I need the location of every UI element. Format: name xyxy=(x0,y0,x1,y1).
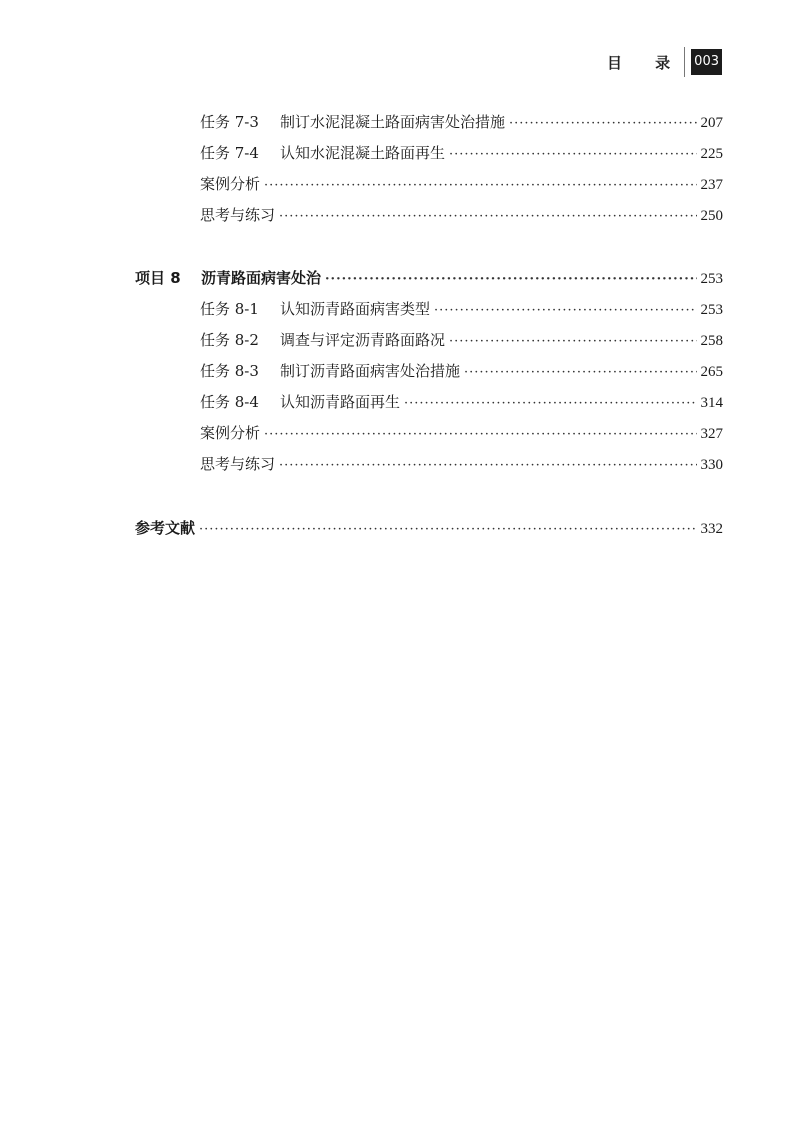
toc-entry-page: 265 xyxy=(700,364,723,380)
toc-entry-page: 314 xyxy=(700,395,723,411)
toc-entry-page: 225 xyxy=(700,146,723,162)
toc-entry[interactable] xyxy=(200,423,723,445)
toc-entry-page: 327 xyxy=(700,426,723,442)
toc-references[interactable] xyxy=(135,518,723,540)
toc-entry[interactable] xyxy=(200,205,723,227)
toc-entry[interactable] xyxy=(200,112,723,134)
toc-entry-title: 案例分析 xyxy=(200,424,261,442)
dot-leader xyxy=(279,456,696,476)
toc-entry[interactable] xyxy=(200,174,723,196)
toc-entry[interactable] xyxy=(200,299,723,321)
dot-leader xyxy=(325,270,696,290)
toc-entry-title: 案例分析 xyxy=(200,175,261,193)
page-header xyxy=(607,47,722,77)
dot-leader xyxy=(264,425,696,445)
toc-chapter-number: 项目 8 xyxy=(135,269,181,287)
toc-entry-number: 任务 8-4 xyxy=(200,393,259,411)
dot-leader xyxy=(449,145,696,165)
header-divider xyxy=(684,47,685,77)
toc-entry-page: 250 xyxy=(700,208,723,224)
toc-references-title: 参考文献 xyxy=(135,519,196,537)
toc-entry-page: 258 xyxy=(700,333,723,349)
header-title: 目 录 xyxy=(606,53,685,72)
toc-entry-title: 制订水泥混凝土路面病害处治措施 xyxy=(280,113,506,131)
toc-entry[interactable] xyxy=(200,143,723,165)
dot-leader xyxy=(264,176,696,196)
dot-leader xyxy=(434,301,696,321)
toc-entry-title: 认知沥青路面病害类型 xyxy=(280,300,431,318)
dot-leader xyxy=(404,394,696,414)
toc-chapter[interactable] xyxy=(135,268,723,290)
toc-chapter-page: 253 xyxy=(700,271,723,287)
toc-chapter-title: 沥青路面病害处治 xyxy=(201,269,322,287)
dot-leader xyxy=(449,332,696,352)
toc-references-page: 332 xyxy=(700,521,723,537)
dot-leader xyxy=(464,363,696,383)
dot-leader xyxy=(199,520,696,540)
toc-entry-title: 制订沥青路面病害处治措施 xyxy=(280,362,461,380)
toc-entry[interactable] xyxy=(200,330,723,352)
page-number-badge: 003 xyxy=(691,49,722,75)
toc-entry-title: 调查与评定沥青路面路况 xyxy=(280,331,446,349)
toc-entry-title: 思考与练习 xyxy=(200,206,276,224)
toc-entry-page: 237 xyxy=(700,177,723,193)
toc-entry-title: 认知水泥混凝土路面再生 xyxy=(280,144,446,162)
toc-entry-number: 任务 8-3 xyxy=(200,362,259,380)
toc-entry-number: 任务 7-4 xyxy=(200,144,259,162)
toc-entry-title: 思考与练习 xyxy=(200,455,276,473)
toc-entry[interactable] xyxy=(200,392,723,414)
toc-entry-page: 253 xyxy=(700,302,723,318)
toc-entry-title: 认知沥青路面再生 xyxy=(280,393,401,411)
toc-entry-page: 207 xyxy=(700,115,723,131)
toc-entry[interactable] xyxy=(200,361,723,383)
dot-leader xyxy=(279,207,696,227)
toc-entry[interactable] xyxy=(200,454,723,476)
toc-entry-number: 任务 7-3 xyxy=(200,113,259,131)
dot-leader xyxy=(509,114,696,134)
toc-entry-number: 任务 8-1 xyxy=(200,300,259,318)
toc-entry-number: 任务 8-2 xyxy=(200,331,259,349)
toc-entry-page: 330 xyxy=(700,457,723,473)
